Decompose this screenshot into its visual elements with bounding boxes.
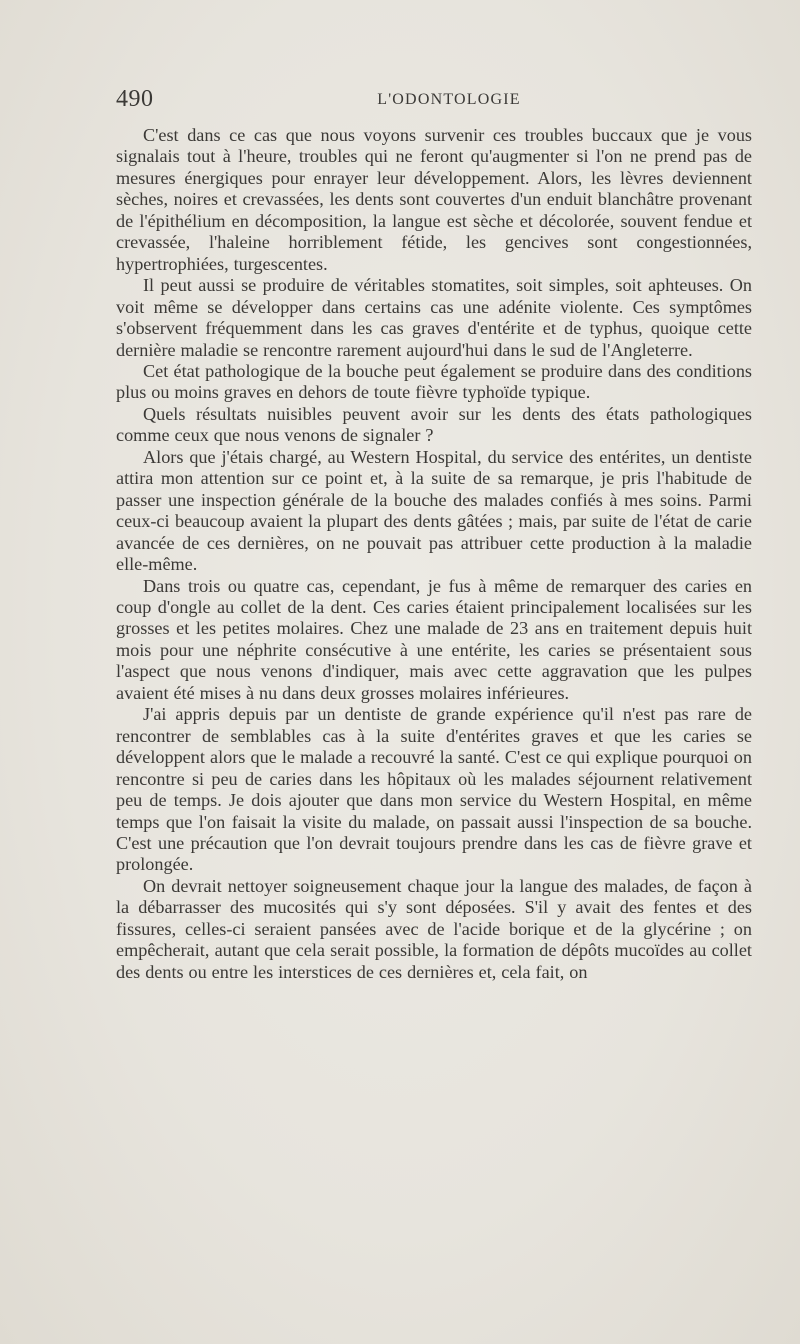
- paragraph: C'est dans ce cas que nous voyons survenir ces troubles buccaux que je vous signalais tout à l'heure, troubles qui ne feront qu'augmenter si l'on ne prend pas de mesures énergiques pour enrayer leur développement. Alors, les lèvres deviennent sèches, noires et crevassées, les dents sont couvertes d'un enduit blanchâtre provenant de l'épithélium en décomposition, la langue est sèche et décolorée, souvent fendue et crevassée, l'haleine horriblement fétide, les gencives sont congestionnées, hypertrophiées, turgescentes.: [116, 125, 752, 274]
- paragraph: Alors que j'étais chargé, au Western Hospital, du service des entérites, un dentiste attira mon attention sur ce point et, à la suite de sa remarque, je pris l'habitude de passer une inspection générale de la bouche des malades confiés à mes soins. Parmi ceux-ci beaucoup avaient la plupart des dents gâtées ; mais, par suite de l'état de carie avancée de ces dernières, on ne pouvait pas attribuer cette production à la maladie elle-même.: [116, 446, 752, 575]
- paragraph: Il peut aussi se produire de véritables stomatites, soit simples, soit aphteuses. On voit même se développer dans certains cas une adénite violente. Ces symptômes s'observent fréquemment dans les cas graves d'entérite et de typhus, quoique cette dernière maladie se rencontre rarement aujourd'hui dans le sud de l'Angleterre.: [116, 275, 752, 360]
- page-header: [116, 86, 756, 116]
- running-title: L'ODONTOLOGIE: [377, 91, 521, 108]
- body-text: [116, 125, 752, 983]
- paragraph: J'ai appris depuis par un dentiste de grande expérience qu'il n'est pas rare de rencontrer de semblables cas à la suite d'entérites graves et que les caries se développent alors que le malade a recouvré la santé. C'est ce qui explique pourquoi on rencontre si peu de caries dans les hôpitaux où les malades séjournent relativement peu de temps. Je dois ajouter que dans mon service du Western Hospital, en même temps que l'on faisait la visite du malade, on passait aussi l'inspection de sa bouche. C'est une précaution que l'on devrait toujours prendre dans les cas de fièvre grave et prolongée.: [116, 704, 752, 875]
- paragraph: Cet état pathologique de la bouche peut également se produire dans des conditions plus ou moins graves en dehors de toute fièvre typhoïde typique.: [116, 360, 752, 403]
- paragraph: Quels résultats nuisibles peuvent avoir sur les dents des états pathologiques comme ceux que nous venons de signaler ?: [116, 403, 752, 446]
- page-number: 490: [116, 86, 154, 112]
- paragraph: Dans trois ou quatre cas, cependant, je fus à même de remarquer des caries en coup d'ongle au collet de la dent. Ces caries étaient principalement localisées sur les grosses et les petites molaires. Chez une malade de 23 ans en traitement depuis huit mois pour une néphrite consécutive à une entérite, les caries se présentaient sous l'aspect que nous venons d'indiquer, mais avec cette aggravation que les pulpes avaient été mises à nu dans deux grosses molaires inférieures.: [116, 575, 752, 703]
- paragraph: On devrait nettoyer soigneusement chaque jour la langue des malades, de façon à la débarrasser des mucosités qui s'y sont déposées. S'il y avait des fentes et des fissures, celles-ci seraient pansées avec de l'acide borique et de la glycérine ; on empêcherait, autant que cela serait possible, la formation de dépôts mucoïdes au collet des dents ou entre les interstices de ces dernières et, cela fait, on: [116, 875, 752, 982]
